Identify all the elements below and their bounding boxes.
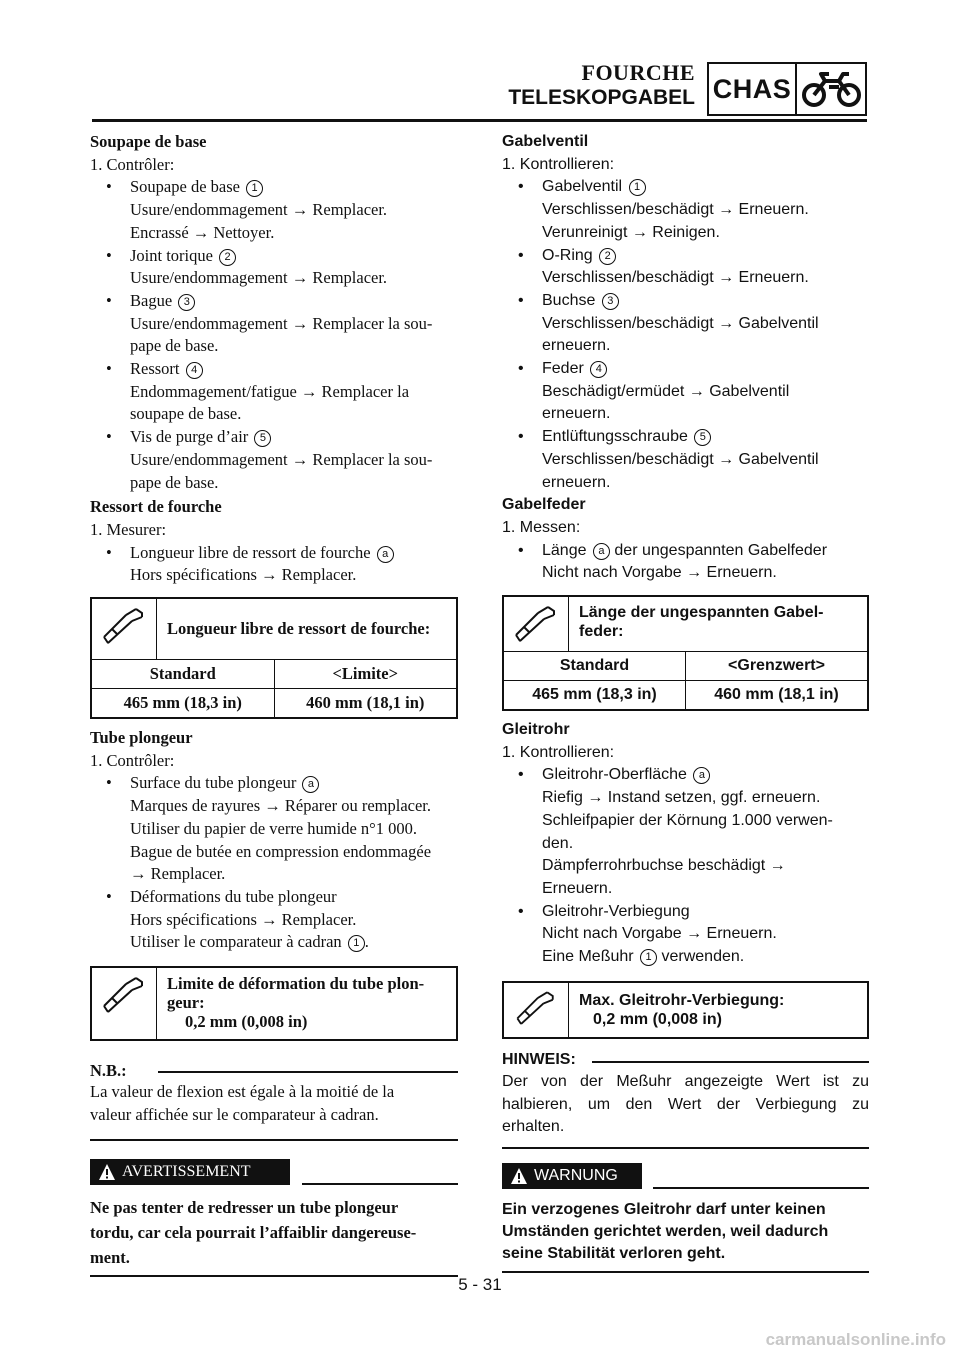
callout-number: 2 xyxy=(219,249,236,266)
note-header-de xyxy=(502,1051,869,1071)
warning-text: tordu, car cela pourrait l’affaiblir dangereuse- xyxy=(90,1222,417,1242)
item-line: Usure/endommagement → Remplacer. xyxy=(130,268,388,288)
spec-table xyxy=(504,651,867,709)
spec-value: 0,2 mm (0,008 in) xyxy=(593,1010,722,1028)
note-label: N.B.: xyxy=(90,1061,127,1081)
item-label: Déformations du tube plongeur xyxy=(130,886,337,906)
note-text: erhalten. xyxy=(502,1118,565,1136)
item-label: Vis de purge d’air xyxy=(130,427,249,447)
item-line: Schleifpapier der Körnung 1.000 verwen- xyxy=(542,811,833,829)
item-line: Riefig → Instand setzen, ggf. erneuern. xyxy=(542,789,821,807)
spec-col-standard: Standard xyxy=(504,652,686,681)
item-line: Verunreinigt → Reinigen. xyxy=(542,223,720,241)
warning-rule xyxy=(653,1187,869,1189)
spring-spec-box-fr xyxy=(90,597,458,719)
spec-col-limit: <Grenzwert> xyxy=(686,652,868,681)
item-label: Bague xyxy=(130,290,173,310)
spec-title-line: Länge der ungespannten Gabel- xyxy=(579,604,824,622)
warning-text: seine Stabilität verloren geht. xyxy=(502,1244,726,1262)
callout-number: 1 xyxy=(348,935,365,952)
german-column: Gabelventil 1. Kontrollieren: • Gabelventil 1 Verschlissen/beschädigt → Erneuern. Verunreinigt → Reinigen. • O-Ring 2 Verschlissen/beschädigt → Erneuern. • Buchse 3 Verschlissen/beschädigt → Gabelventil erneuern. • Feder 4 Beschädigt/ermüdet → Gabelventil erneuern. • Entlüftungsschraube 5 Verschlissen/beschädigt → Gabelventil erneuern. Gabelfeder 1. Messen: • Länge a der ungespannten Gabelfeder Nicht nach Vorgabe → Erneuern. Länge der ungespannten Gabel- feder: Standard <Grenzwert> 465 mm (18,3 in) 460 mm (18,1 in) Gleitrohr 1. Kontrollieren: • Gleitrohr-Oberfläche a Riefig → Instand setzen, ggf. erneuern. Schleifpapier der Körnung 1.000 verwen- den. Dämpferrohrbuchse beschädigt → Erneuern. • Gleitrohr-Verbiegung Nicht nach Vorgabe → Erneuern. Eine Meßuhr 1 verwenden. Max. Gleitrohr-Verbiegung: 0,2 mm (0,008 in) HINWEIS: Der von der Meßuhr angezeigte Wert ist zu halbieren, um den Wert der Verbiegung zu erhalten. WARNUNG Ein verzogenes Gleitrohr darf unter keinen Umständen gerichtet werden, weil dadurch seine Stabilität verloren geht. xyxy=(502,131,869,1273)
item-label: Ressort xyxy=(130,359,180,379)
callout-letter: a xyxy=(302,776,319,793)
base-valve-step-de: 1. Kontrollieren: xyxy=(502,155,615,173)
item-label: Gleitrohr-Oberfläche xyxy=(542,766,687,784)
callout-number: 5 xyxy=(254,430,271,447)
warning-text: Ein verzogenes Gleitrohr darf unter keinen xyxy=(502,1200,826,1218)
note-label: HINWEIS: xyxy=(502,1050,576,1068)
item-label: Gleitrohr-Verbiegung xyxy=(542,902,690,920)
item-line: Usure/endommagement → Remplacer la sou- xyxy=(130,449,433,469)
item-line: Bague de butée en compression endommagée xyxy=(130,841,432,861)
callout-letter: a xyxy=(377,546,394,563)
callout-number: 1 xyxy=(629,179,646,196)
item-line: Eine Meßuhr xyxy=(542,948,634,966)
item-label: Länge xyxy=(542,541,587,559)
item-line: Endommagement/fatigue → Remplacer la xyxy=(130,381,410,401)
note-text: valeur affichée sur le comparateur à cadran. xyxy=(90,1104,379,1124)
spec-col-limit: <Limite> xyxy=(274,660,456,689)
item-label: Feder xyxy=(542,360,584,378)
warning-badge xyxy=(90,1159,290,1185)
item-line: Utiliser le comparateur à cadran xyxy=(130,932,342,952)
spring-step-de: 1. Messen: xyxy=(502,518,581,536)
item-line: Verschlissen/beschädigt → Gabelventil xyxy=(542,314,819,332)
header-title-de: TELESKOPGABEL xyxy=(508,86,695,109)
item-line: pape de base. xyxy=(130,472,219,492)
spec-table xyxy=(92,659,456,717)
item-line: Hors spécifications → Remplacer. xyxy=(130,909,357,929)
warning-text: Ne pas tenter de redresser un tube plongeur xyxy=(90,1197,399,1217)
warning-text: Umständen gerichtet werden, weil dadurch xyxy=(502,1222,829,1240)
item-line: Dämpferrohrbuchse beschädigt → xyxy=(542,857,786,875)
item-line: Verschlissen/beschädigt → Gabelventil xyxy=(542,450,819,468)
item-label: O-Ring xyxy=(542,246,593,264)
warning-badge xyxy=(502,1163,642,1189)
warning-label: AVERTISSEMENT xyxy=(122,1162,251,1180)
item-line: erneuern. xyxy=(542,473,611,491)
item-line: → Remplacer. xyxy=(130,864,226,884)
spec-val-limit: 460 mm (18,1 in) xyxy=(686,681,868,710)
tube-step-fr: 1. Contrôler: xyxy=(90,750,175,770)
header-title-fr: FOURCHE xyxy=(581,60,695,85)
warning-header-de xyxy=(502,1163,869,1191)
header-rule xyxy=(92,119,867,122)
warning-rule xyxy=(302,1183,458,1185)
warning-label: WARNUNG xyxy=(534,1166,618,1184)
item-label: Longueur libre de ressort de fourche xyxy=(130,542,371,562)
item-line: Verschlissen/beschädigt → Erneuern. xyxy=(542,201,809,219)
note-text: halbieren, um den Wert der Verbiegung zu xyxy=(502,1095,869,1113)
watermark: carmanualsonline.info xyxy=(765,1330,946,1349)
section-badge xyxy=(707,62,867,116)
item-label: Joint torique xyxy=(130,245,213,265)
base-valve-heading-fr: Soupape de base xyxy=(90,132,207,151)
base-valve-heading-de: Gabelventil xyxy=(502,133,589,150)
spec-title-line: Max. Gleitrohr-Verbiegung: xyxy=(579,991,785,1009)
callout-number: 5 xyxy=(694,429,711,446)
item-line: erneuern. xyxy=(542,337,611,355)
spec-col-standard: Standard xyxy=(92,660,274,689)
item-line: Utiliser du papier de verre humide n°1 000. xyxy=(130,818,418,838)
spec-value: 0,2 mm (0,008 in) xyxy=(185,1012,308,1032)
item-line: Nicht nach Vorgabe → Erneuern. xyxy=(542,564,777,582)
spec-val-standard: 465 mm (18,3 in) xyxy=(92,689,274,718)
warning-icon xyxy=(98,1163,116,1181)
tube-step-de: 1. Kontrollieren: xyxy=(502,743,615,761)
item-line: Verschlissen/beschädigt → Erneuern. xyxy=(542,269,809,287)
item-line: den. xyxy=(542,834,574,852)
item-line: Usure/endommagement → Remplacer. xyxy=(130,200,388,220)
item-label: Buchse xyxy=(542,291,596,309)
base-valve-step-fr: 1. Contrôler: xyxy=(90,154,175,174)
item-line-suffix: verwenden. xyxy=(661,948,745,966)
wrench-icon xyxy=(92,968,156,1039)
spec-title-line: geur: xyxy=(167,993,205,1013)
bend-spec-box-de xyxy=(502,981,869,1039)
french-column: Soupape de base 1. Contrôler: • Soupape de base 1 Usure/endommagement → Remplacer. Encrassé → Nettoyer. • Joint torique 2 Usure/endommagement → Remplacer. • Bague 3 Usure/endommagement → Remplacer la sou- pape de base. • Ressort 4 Endommagement/fatigue → Remplacer la soupape de base. • Vis de purge d’air 5 Usure/endommagement → Remplacer la sou- pape de base. Ressort de fourche 1. Mesurer: • Longueur libre de ressort de fourche a Hors spécifications → Remplacer. Longueur libre de ressort de fourche: Standard <Limite> 465 mm (18,3 in) 460 mm (18,1 in) Tube plongeur 1. Contrôler: • Surface du tube plongeur a Marques de rayures → Réparer ou remplacer. Utiliser du papier de verre humide n°1 000. Bague de butée en compression endommagée → Remplacer. • Déformations du tube plongeur Hors spécifications → Remplacer. Utiliser le comparateur à cadran 1 . Limite de déformation du tube plon- geur: 0,2 mm (0,008 in) N.B.: La valeur de flexion est égale à la moitié de la valeur affichée sur le comparateur à cadran. AVERTISSEMENT Ne pas tenter de redresser un tube plongeur tordu, car cela pourrait l’affaiblir dangereuse- ment. xyxy=(90,131,458,1277)
item-line-suffix: . xyxy=(364,932,369,952)
note-text: Der von der Meßuhr angezeigte Wert ist zu xyxy=(502,1072,869,1090)
callout-number: 4 xyxy=(590,361,607,378)
callout-number: 3 xyxy=(602,293,619,310)
callout-letter: a xyxy=(593,543,610,560)
note-header-fr xyxy=(90,1061,458,1081)
item-line: Usure/endommagement → Remplacer la sou- xyxy=(130,313,433,333)
wrench-icon xyxy=(504,983,568,1037)
item-line: Encrassé → Nettoyer. xyxy=(130,222,275,242)
item-label: Surface du tube plongeur xyxy=(130,773,297,793)
item-line: Hors spécifications → Remplacer. xyxy=(130,565,357,585)
note-rule xyxy=(592,1061,869,1063)
spec-title-line: feder: xyxy=(579,623,624,641)
note-rule xyxy=(158,1071,458,1073)
wrench-icon xyxy=(92,599,156,657)
item-line: Beschädigt/ermüdet → Gabelventil xyxy=(542,382,790,400)
spec-val-limit: 460 mm (18,1 in) xyxy=(274,689,456,718)
warning-text: ment. xyxy=(90,1247,130,1267)
warning-icon xyxy=(510,1167,528,1185)
spring-step-fr: 1. Mesurer: xyxy=(90,519,167,539)
warning-bottom-rule xyxy=(502,1271,869,1273)
item-line: Erneuern. xyxy=(542,879,613,897)
section-divider xyxy=(795,64,797,114)
note-bottom-rule xyxy=(502,1147,869,1149)
item-line: erneuern. xyxy=(542,405,611,423)
spec-val-standard: 465 mm (18,3 in) xyxy=(504,681,686,710)
wrench-icon xyxy=(504,597,568,655)
spec-title: Longueur libre de ressort de fourche: xyxy=(156,599,456,659)
item-label: Gabelventil xyxy=(542,178,623,196)
callout-letter: a xyxy=(693,767,710,784)
callout-number: 4 xyxy=(186,362,203,379)
callout-number: 1 xyxy=(246,180,263,197)
item-line: Marques de rayures → Réparer ou remplacer. xyxy=(130,796,431,816)
section-label: CHAS xyxy=(712,74,792,104)
spring-spec-box-de xyxy=(502,595,869,711)
note-bottom-rule xyxy=(90,1139,458,1141)
callout-number: 2 xyxy=(599,248,616,265)
motorcycle-icon xyxy=(799,67,863,111)
item-label: Entlüftungsschraube xyxy=(542,428,688,446)
item-label: Soupape de base xyxy=(130,177,240,197)
item-line: soupape de base. xyxy=(130,404,242,424)
spring-heading-de: Gabelfeder xyxy=(502,496,586,514)
tube-heading-de: Gleitrohr xyxy=(502,721,570,739)
bend-spec-box-fr xyxy=(90,966,458,1041)
callout-number: 1 xyxy=(640,949,657,966)
callout-number: 3 xyxy=(178,294,195,311)
tube-heading-fr: Tube plongeur xyxy=(90,728,193,748)
spec-title-line: Limite de déformation du tube plon- xyxy=(167,974,425,994)
spring-heading-fr: Ressort de fourche xyxy=(90,497,222,517)
note-text: La valeur de flexion est égale à la moitié de la xyxy=(90,1082,395,1102)
page-number: 5 - 31 xyxy=(458,1275,502,1294)
item-line: Nicht nach Vorgabe → Erneuern. xyxy=(542,925,777,943)
warning-header-fr xyxy=(90,1159,458,1187)
item-line: pape de base. xyxy=(130,336,219,356)
item-label-suffix: der ungespannten Gabelfeder xyxy=(614,541,828,559)
